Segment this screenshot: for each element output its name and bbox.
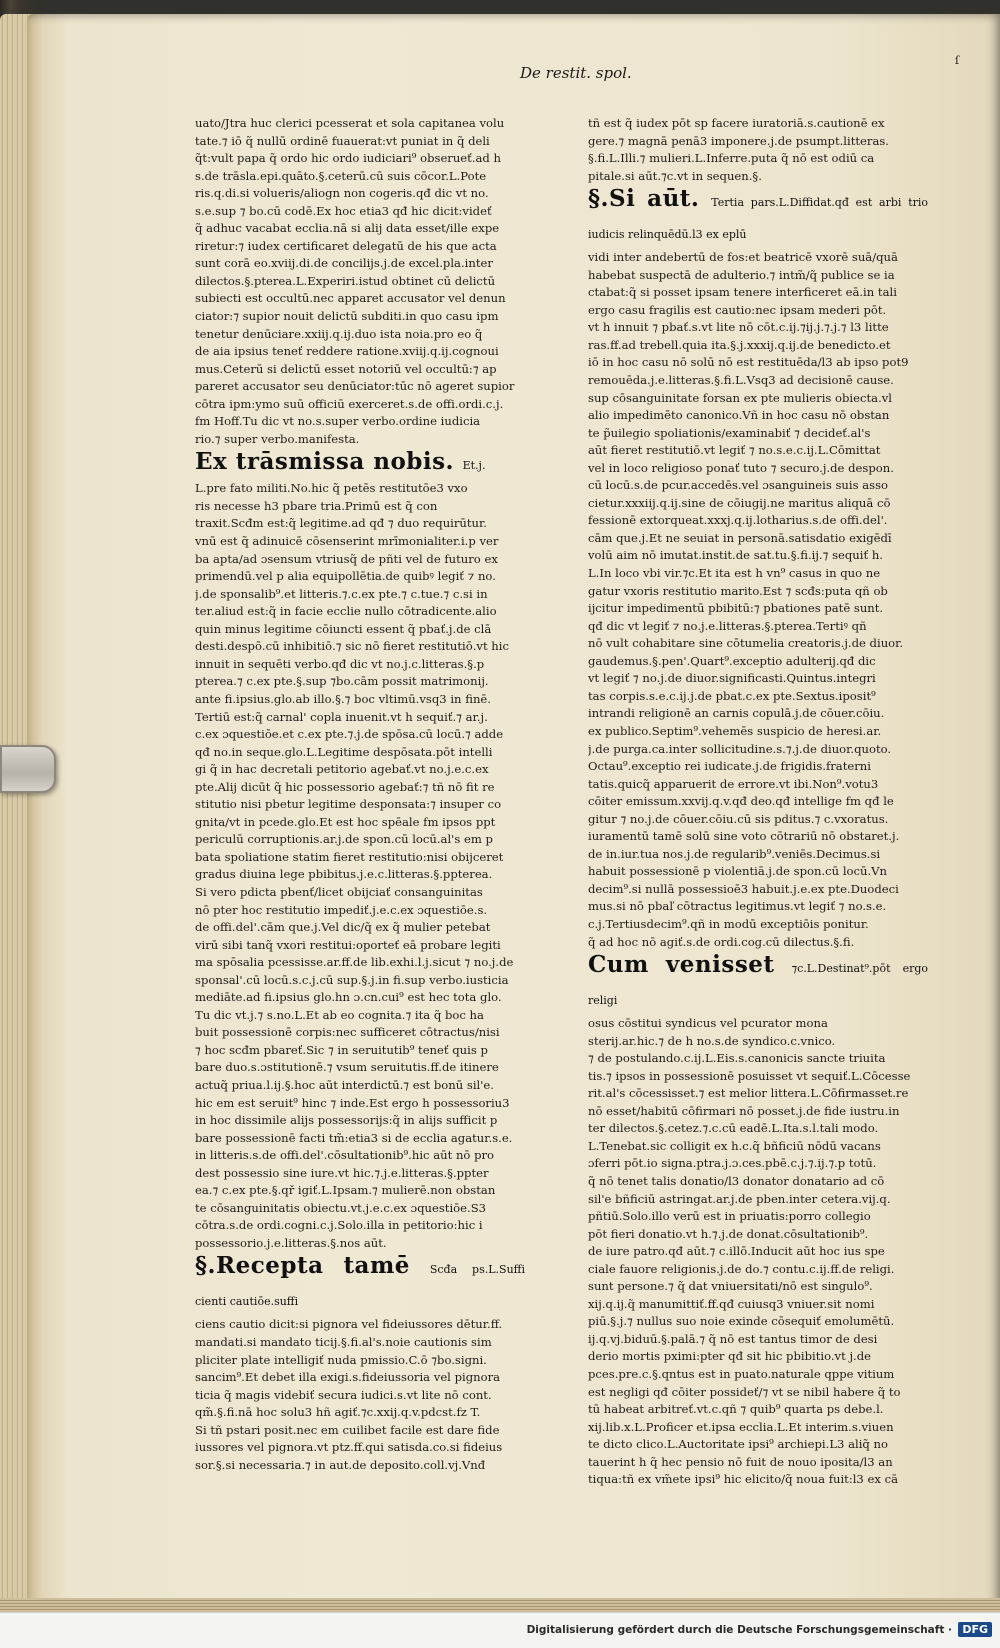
text-line: gnita/vt in pcede.glo.Et est hoc spēale fm ipsos ppt bbox=[195, 814, 496, 829]
dfg-logo-icon: DFG bbox=[958, 1622, 992, 1637]
text-line: pterea.⁊ c.ex pte.§.sup ⁊bo.cām possit matrimonij. bbox=[195, 674, 489, 689]
text-line: te cōsanguinitatis obiectu.vt.j.e.c.ex ɔquestiōe.S3 bbox=[195, 1200, 487, 1215]
text-line: virū sibi tanq̃ vxori restitui:oporteť eā probare legiti bbox=[195, 937, 501, 952]
text-line: sil'e bñficiū astringat.ar.j.de pben.inter cetera.vij.q. bbox=[588, 1191, 891, 1206]
text-line: volū aim nō imutat.instit.de sat.tu.§.fi.ij.⁊ sequiť h. bbox=[588, 548, 883, 563]
text-line: sor.§.si necessaria.⁊ in aut.de deposito.coll.vj.Vnđ bbox=[195, 1457, 486, 1472]
text-line: ba apta/ad ɔsensum vtriusq̃ de pñti vel de futuro ex bbox=[195, 551, 498, 566]
text-line: vel in loco religioso ponať tuto ⁊ securo.j.de despon. bbox=[588, 460, 894, 475]
left-column bbox=[195, 115, 525, 1474]
text-line: ris necesse h3 pbare tria.Primū est q̃ con bbox=[195, 498, 438, 513]
right-column bbox=[588, 115, 928, 1489]
text-line: q̃ adhuc vacabat ecclia.nā si alij data esset/ille expe bbox=[195, 221, 500, 236]
text-line: s.e.sup ⁊ bo.cū codē.Ex hoc etia3 qđ hic dicit:videť bbox=[195, 203, 492, 218]
text-line: L.pre fato militi.No.hic q̃ petēs restitutōe3 vxo bbox=[195, 481, 468, 496]
text-line: subiecti est occultū.nec apparet accusator vel denun bbox=[195, 291, 506, 306]
text-line: ticia q̃ magis videbiť secura iudici.s.vt lite nō cont. bbox=[195, 1387, 492, 1402]
text-line: derio mortis pximi:pter qđ sit hic pbibitio.vt j.de bbox=[588, 1349, 872, 1364]
rubric-title: Ex trāsmissa nobis. bbox=[195, 448, 455, 476]
text-line: pōt fieri donatio.vt h.⁊.j.de donat.cōsultationib⁹. bbox=[588, 1226, 869, 1241]
text-line: nō vult cohabitare sine cōtumelia creatoris.j.de diuor. bbox=[588, 636, 904, 651]
text-line: pareret accusator seu denūciator:tūc nō ageret supior bbox=[195, 379, 515, 394]
text-line: cōtra ipm:ymo suū officiū exerceret.s.de offi.ordi.c.j. bbox=[195, 396, 504, 411]
text-line: stitutio nisi pbetur legitime desponsata:⁊ insuper co bbox=[195, 797, 502, 812]
text-line: te dicto clico.L.Auctoritate ipsi⁹ archiepi.L3 aliq̃ no bbox=[588, 1437, 888, 1452]
text-line: ex publico.Septim⁹.vehemēs suspicio de heresi.ar. bbox=[588, 723, 882, 738]
text-line: tate.⁊ iō q̃ nullū ordinē fuauerat:vt puniat in q̃ deli bbox=[195, 133, 490, 148]
text-line: rit.al's cōcessisset.⁊ est melior littera.L.Cōfirmasset.re bbox=[588, 1086, 909, 1101]
text-line: qđ dic vt legiť ⁊ no.j.e.litteras.§.pterea.Tertiꝰ qñ bbox=[588, 618, 867, 633]
text-line: pliciter plate intelligiť nuda pmissio.C.ō ⁊bo.signi. bbox=[195, 1352, 487, 1367]
rubric-note: Tertia pars.L.Diffidat.qđ est arbi trio iudicis relinquēdū.l3 ex eplū bbox=[588, 196, 929, 242]
rubric-si-autem bbox=[588, 185, 928, 249]
text-line: pñtiū.Solo.illo verū est in priuatis:porro collegio bbox=[588, 1209, 871, 1224]
right-block-b bbox=[588, 249, 928, 951]
page-bottom-edge bbox=[0, 1598, 1000, 1612]
text-line: habuit possessionē p violentiā.j.de spon.cū locū.Vn bbox=[588, 864, 887, 879]
text-line: xij.q.ij.q̃ manumittiť.ff.qđ cuiusq3 vniuer.sit nomi bbox=[588, 1296, 875, 1311]
rubric-note: ⁊c.L.Destinat⁹.pōt ergo religi bbox=[588, 962, 929, 1008]
text-line: sup cōsanguinitate forsan ex pte mulieris obiecta.vl bbox=[588, 390, 893, 405]
viewer-footer bbox=[0, 1612, 1000, 1648]
text-line: ris.q.di.si volueris/aliogn non cogeris.qđ dic vt no. bbox=[195, 186, 489, 201]
running-head: De restit. spol. bbox=[520, 64, 632, 82]
left-block-c bbox=[195, 1316, 525, 1474]
text-line: intrandi religionē an carnis copulā.j.de cōuer.cōiu. bbox=[588, 706, 885, 721]
text-line: ⁊ hoc scđm pbareť.Sic ⁊ in seruitutib⁹ teneť quis p bbox=[195, 1042, 488, 1057]
text-line: ijcitur impedimentū pbibitū:⁊ pbationes patē sunt. bbox=[588, 601, 884, 616]
text-line: sancim⁹.Et debet illa exigi.s.fideiussoria vel pignora bbox=[195, 1370, 501, 1385]
text-line: q̃ ad hoc nō agiť.s.de ordi.cog.cū dilectus.§.fi. bbox=[588, 934, 855, 949]
rubric-title: §.Recepta tamē bbox=[195, 1252, 410, 1280]
text-line: rio.⁊ super verbo.manifesta. bbox=[195, 431, 360, 446]
text-line: iuramentū tamē solū sine voto cōtrariū nō obstaret.j. bbox=[588, 829, 900, 844]
text-line: te p̃uilegio spoliationis/examinabiť ⁊ decideť.al's bbox=[588, 425, 871, 440]
rubric-note: Scđa ps.L.Suffi cienti cautiōe.suffi bbox=[195, 1263, 525, 1309]
text-line: decim⁹.si nullā possessioē3 habuit.j.e.ex pte.Duodeci bbox=[588, 881, 899, 896]
text-line: mediāte.ad fi.ipsius glo.hn ɔ.cn.cui⁹ est hec tota glo. bbox=[195, 990, 502, 1005]
page-mark: ſ bbox=[955, 54, 960, 67]
text-line: remouēda.j.e.litteras.§.fi.L.Vsq3 ad decisionē cause. bbox=[588, 373, 894, 388]
right-block-a bbox=[588, 115, 928, 185]
text-line: in litteris.s.de offi.del'.cōsultationib⁹.hic aūt nō pro bbox=[195, 1148, 495, 1163]
text-line: ma spōsalia pcessisse.ar.ff.de lib.exhi.l.j.sicut ⁊ no.j.de bbox=[195, 955, 514, 970]
text-line: cām que.j.Et ne seuiat in personā.satisdatio exigēdī bbox=[588, 530, 892, 545]
text-line: Tertiū est:q̃ carnal' copla inuenit.vt h sequiť.⁊ ar.j. bbox=[195, 709, 488, 724]
text-line: s.de trāsla.epi.quāto.§.ceterū.cū suis cōcor.L.Pote bbox=[195, 168, 487, 183]
text-line: gatur vxoris restitutio marito.Est ⁊ scđs:puta qñ ob bbox=[588, 583, 888, 598]
text-line: vt h innuit ⁊ pbať.s.vt lite nō cōt.c.ij.⁊ij.j.⁊.j.⁊ l3 litte bbox=[588, 320, 889, 335]
text-line: fessionē extorqueat.xxxj.q.ij.lotharius.s.de offi.del'. bbox=[588, 513, 888, 528]
text-line: c.ex ɔquestiōe.et c.ex pte.⁊.j.de spōsa.cū locū.⁊ adde bbox=[195, 727, 504, 742]
text-line: tauerint h q̃ hec pensio nō fuit de nouo iposita/l3 an bbox=[588, 1454, 893, 1469]
text-line: ter dilectos.§.cetez.⁊.c.cū eadē.L.Ita.s.l.tali modo. bbox=[588, 1121, 879, 1136]
text-line: Si vero pdicta pbenť/licet obijciať consanguinitas bbox=[195, 884, 483, 899]
text-line: Si tñ pstari posit.nec em cuilibet facile est dare fide bbox=[195, 1422, 500, 1437]
text-line: innuit in sequēti verbo.qđ dic vt no.j.c.litteras.§.p bbox=[195, 656, 485, 671]
text-line: ergo casu fragilis est cautio:nec ipsam mederi pōt. bbox=[588, 302, 887, 317]
text-line: traxit.Scđm est:q̃ legitime.ad qđ ⁊ duo requirūtur. bbox=[195, 516, 487, 531]
text-line: ciator:⁊ supior nouit delictū subditi.in quo casu ipm bbox=[195, 309, 499, 324]
text-line: aūt fieret restitutiō.vt legiť ⁊ no.s.e.c.ij.L.Cōmittat bbox=[588, 443, 881, 458]
text-line: pitale.si aūt.⁊c.vt in sequen.§. bbox=[588, 168, 762, 183]
text-line: vidi inter andebertū de fos:et beatricē vxorē suā/quā bbox=[588, 250, 898, 265]
text-line: q̃ nō tenet talis donatio/l3 donator donatario ad cō bbox=[588, 1173, 885, 1188]
text-line: cietur.xxxiij.q.ij.sine de cōiugij.ne maritus aliquā cō bbox=[588, 495, 891, 510]
text-line: iō in hoc casu nō solū nō est restituēda/l3 ab ipso pot9 bbox=[588, 355, 909, 370]
text-line: gaudemus.§.pen'.Quart⁹.exceptio adulterij.qđ dic bbox=[588, 653, 876, 668]
text-line: ctabat:q̃ si posset ipsam tenere interficeret eā.in tali bbox=[588, 285, 897, 300]
text-line: ij.q.vj.biduū.§.palā.⁊ q̃ nō est tantus timor de desi bbox=[588, 1331, 878, 1346]
text-line: buit possessionē corpis:nec sufficeret cōtractus/nisi bbox=[195, 1025, 500, 1040]
text-line: ciale fauore religionis.j.de do.⁊ contu.c.ij.ff.de religi. bbox=[588, 1261, 895, 1276]
text-line: qm̃.§.fi.nā hoc solu3 hñ agiť.⁊c.xxij.q.v.pdcst.fz T. bbox=[195, 1405, 481, 1420]
text-line: j.de purga.ca.inter sollicitudine.s.⁊.j.de diuor.quoto. bbox=[588, 741, 892, 756]
text-line: dest possessio sine iure.vt hic.⁊.j.e.litteras.§.ppter bbox=[195, 1165, 489, 1180]
text-line: primendū.vel p alia equipollētia.de quibꝰ legiť ⁊ no. bbox=[195, 569, 496, 584]
text-line: possessorio.j.e.litteras.§.nos aūt. bbox=[195, 1235, 387, 1250]
text-line: ea.⁊ c.ex pte.§.qř igiť.L.Ipsam.⁊ mulierē.non obstan bbox=[195, 1183, 496, 1198]
text-line: actuq̃ priua.l.ij.§.hoc aūt interdictū.⁊ est bonū sil'e. bbox=[195, 1077, 494, 1092]
text-line: cōtra.s.de ordi.cogni.c.j.Solo.illa in petitorio:hic i bbox=[195, 1218, 483, 1233]
rubric-note: Et.j. bbox=[462, 459, 486, 473]
rubric-recepta-tamen bbox=[195, 1252, 525, 1316]
text-line: pces.pre.c.§.qntus est in puato.naturale qppe vitium bbox=[588, 1367, 895, 1381]
text-line: riretur:⁊ iudex certificaret delegatū de his que acta bbox=[195, 238, 497, 253]
text-line: ante fi.ipsius.glo.ab illo.§.⁊ boc vltimū.vsq3 in finē. bbox=[195, 691, 491, 706]
text-line: vt legiť ⁊ no.j.de diuor.significasti.Quintus.integri bbox=[588, 671, 876, 686]
text-line: tatis.quicq̃ apparuerit de errore.vt ibi.Non⁹.votu3 bbox=[588, 776, 879, 791]
text-line: uato/Jtra huc clerici pcesserat et sola capitanea volu bbox=[195, 116, 505, 130]
text-line: nō esset/habitū cōfirmari nō posset.j.de fide iustru.in bbox=[588, 1103, 900, 1118]
text-line: habebat suspectā de adulterio.⁊ intm̃/q̃ publice se ia bbox=[588, 267, 895, 282]
text-line: tñ est q̃ iudex pōt sp facere iuratoriā.s.cautionē ex bbox=[588, 116, 885, 130]
text-line: osus cōstitui syndicus vel pcurator mona bbox=[588, 1016, 828, 1031]
text-line: L.In loco vbi vir.⁊c.Et ita est h vn⁹ casus in quo ne bbox=[588, 566, 881, 581]
left-block-b bbox=[195, 480, 525, 1252]
text-line: sterij.ar.hic.⁊ de h no.s.de syndico.c.vnico. bbox=[588, 1033, 836, 1048]
text-line: periculū corruptionis.ar.j.de spon.cū locū.al's em p bbox=[195, 832, 493, 847]
text-line: de aia ipsius teneť reddere ratione.xviij.q.ij.cognoui bbox=[195, 344, 499, 359]
text-line: cōiter emissum.xxvij.q.v.qđ deo.qđ intellige fm qđ le bbox=[588, 794, 894, 809]
text-line: bare possessionē facti tm̃:etia3 si de ecclia agatur.s.e. bbox=[195, 1130, 513, 1145]
text-line: gere.⁊ magnā penā3 imponere.j.de psumpt.litteras. bbox=[588, 133, 889, 148]
text-line: piū.§.j.⁊ nullus suo noie exinde cōsequiť emolumētū. bbox=[588, 1314, 895, 1329]
text-line: Octau⁹.exceptio rei iudicate.j.de frigidis.fraterni bbox=[588, 759, 871, 774]
text-line: xij.lib.x.L.Proficer et.ipsa ecclia.L.Et interim.s.viuen bbox=[588, 1419, 894, 1434]
text-line: c.j.Tertiusdecim⁹.qñ in modū exceptiōis ponitur. bbox=[588, 916, 869, 931]
text-line: ter.aliud est:q̃ in facie ecclie nullo cōtradicente.alio bbox=[195, 604, 497, 619]
text-line: alio impedimēto canonico.Vñ in hoc casu nō obstan bbox=[588, 408, 890, 423]
text-line: tas corpis.s.e.c.ij.j.de pbat.c.ex pte.Sextus.iposit⁹ bbox=[588, 688, 876, 703]
text-line: tū habeat arbitreť.vt.c.qñ ⁊ quib⁹ quarta ps debe.l. bbox=[588, 1402, 884, 1417]
text-line: fm Hoff.Tu dic vt no.s.super verbo.ordine iudicia bbox=[195, 414, 481, 429]
text-line: Tu dic vt.j.⁊ s.no.L.Et ab eo cognita.⁊ ita q̃ boc ha bbox=[195, 1007, 484, 1022]
text-line: dilectos.§.pterea.L.Experiri.istud obtinet cū delictū bbox=[195, 273, 496, 288]
text-line: gi q̃ in hac decretali petitorio agebať.vt no.j.e.c.ex bbox=[195, 762, 489, 777]
text-line: hic em est seruit⁹ hinc ⁊ inde.Est ergo h possessoriu3 bbox=[195, 1095, 510, 1110]
text-line: tis.⁊ ipsos in possessionē posuisset vt sequiť.L.Cōcesse bbox=[588, 1068, 911, 1083]
text-line: desti.despō.cū inhibitiō.⁊ sic nō fieret restitutiō.vt hic bbox=[195, 639, 509, 654]
text-line: sunt persone.⁊ q̃ dat vniuersitati/nō est singulo⁹. bbox=[588, 1279, 873, 1294]
text-line: de iure patro.qđ aūt.⁊ c.illō.Inducit aūt hoc ius spe bbox=[588, 1244, 885, 1259]
text-line: est negligi qđ cōiter possideť/⁊ vt se nibil habere q̃ to bbox=[588, 1384, 901, 1399]
text-line: gitur ⁊ no.j.de cōuer.cōiu.cū sis pditus.⁊ c.vxoratus. bbox=[588, 811, 889, 826]
funding-credit: Digitalisierung gefördert durch die Deutsche Forschungsgemeinschaft · bbox=[526, 1624, 952, 1636]
text-line: ⁊ de postulando.c.ij.L.Eis.s.canonicis sancte triuita bbox=[588, 1051, 886, 1066]
text-line: tenetur denūciare.xxiij.q.ij.duo ista noia.pro eo q̃ bbox=[195, 326, 483, 341]
text-line: nō pter hoc restitutio impediť.j.e.c.ex ɔquestiōe.s. bbox=[195, 902, 488, 917]
book-clasp-icon bbox=[0, 745, 56, 793]
text-line: q̃t:vult papa q̃ ordo hic ordo iudiciari⁹ obserueť.ad h bbox=[195, 151, 502, 166]
rubric-title: Cum venisset bbox=[588, 951, 775, 979]
text-line: bare duo.s.ɔstitutionē.⁊ vsum seruitutis.ff.de itinere bbox=[195, 1060, 499, 1075]
text-line: in hoc dissimile alijs possessorijs:q̃ in alijs sufficit p bbox=[195, 1113, 498, 1128]
text-line: de offi.del'.cām que.j.Vel dic/q̃ ex q̃ mulier petebat bbox=[195, 920, 491, 935]
text-line: cū locū.s.de pcur.accedēs.vel ɔsanguineis suis asso bbox=[588, 478, 889, 493]
text-line: ciens cautio dicit:si pignora vel fideiussores dētur.ff. bbox=[195, 1317, 503, 1332]
text-line: bata spoliatione statim fieret restitutio:nisi obijceret bbox=[195, 849, 504, 864]
text-line: §.fi.L.Illi.⁊ mulieri.L.Inferre.puta q̃ nō est odiū ca bbox=[588, 151, 875, 166]
text-line: mus.Ceterū si delictū esset notoriū vel occultū:⁊ ap bbox=[195, 361, 497, 376]
left-block-a bbox=[195, 115, 525, 448]
rubric-ex-transmissa bbox=[195, 448, 525, 480]
text-line: sponsal'.cū locū.s.c.j.cū sup.§.j.in fi.sup verbo.iusticia bbox=[195, 972, 509, 987]
text-line: j.de sponsalib⁹.et litteris.⁊.c.ex pte.⁊ c.tue.⁊ c.si in bbox=[195, 586, 488, 601]
text-line: ɔferri pōt.io signa.ptra.j.ɔ.ces.pbē.c.j.⁊.ij.⁊.p totū. bbox=[588, 1156, 877, 1171]
text-line: quin minus legitime cōiuncti essent q̃ pbať.j.de clā bbox=[195, 621, 492, 636]
text-line: pte.Alij dicūt q̃ hic possessorio agebať:⁊ tñ nō fit re bbox=[195, 779, 495, 794]
text-line: tiqua:tñ ex vm̃ete ipsi⁹ hic elicito/q̃ noua fuit:l3 ex cā bbox=[588, 1472, 898, 1487]
text-line: qđ no.in seque.glo.L.Legitime despōsata.pōt intelli bbox=[195, 744, 493, 759]
rubric-title: §.Si aūt. bbox=[588, 185, 700, 213]
rubric-cum-venisset bbox=[588, 951, 928, 1015]
right-block-c bbox=[588, 1015, 928, 1489]
text-line: L.Tenebat.sic colligit ex h.c.q̃ bñficiū nōdū vacans bbox=[588, 1138, 881, 1153]
text-line: iussores vel pignora.vt ptz.ff.qui satisda.co.si fideius bbox=[195, 1440, 503, 1455]
text-line: mus.si nō pbaľ cōtractus legitimus.vt legiť ⁊ no.s.e. bbox=[588, 899, 887, 914]
text-line: ras.ff.ad trebell.quia ita.§.j.xxxij.q.ij.de benedicto.et bbox=[588, 337, 891, 352]
text-line: vnū est q̃ adinuicē cōsenserint mrīmonialiter.i.p ver bbox=[195, 534, 499, 549]
text-line: de in.iur.tua nos.j.de regularib⁹.veniēs.Decimus.si bbox=[588, 846, 881, 861]
text-line: gradus diuina lege pbibitus.j.e.c.litteras.§.ppterea. bbox=[195, 867, 493, 882]
text-line: sunt corā eo.xviij.di.de concilijs.j.de excel.pla.inter bbox=[195, 256, 493, 271]
text-line: mandati.si mandato ticij.§.fi.al's.noie cautionis sim bbox=[195, 1335, 492, 1349]
